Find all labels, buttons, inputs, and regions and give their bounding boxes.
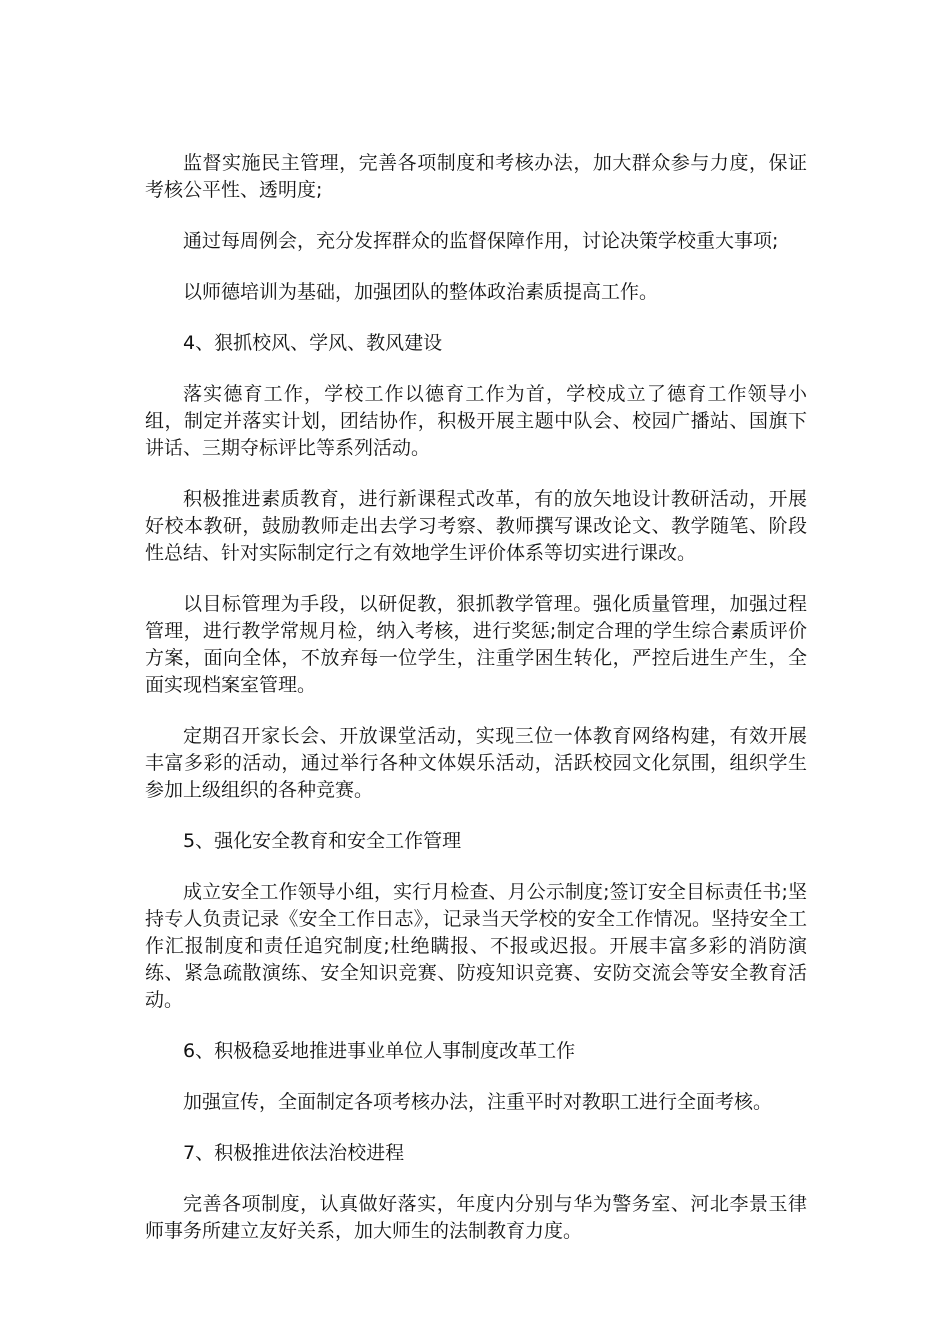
paragraph-parent-meetings: 定期召开家长会、开放课堂活动，实现三位一体教育网络构建，有效开展丰富多彩的活动，通过举行各种文体娱乐活动，活跃校园文化氛围，组织学生参加上级组织的各种竞赛。: [145, 725, 807, 801]
section-heading-7: 7、积极推进依法治校进程: [183, 1142, 405, 1164]
paragraph-target-management: 以目标管理为手段，以研促教，狠抓教学管理。强化质量管理，加强过程管理，进行教学常规月检，纳入考核，进行奖惩;制定合理的学生综合素质评价方案，面向全体，不放弃每一位学生，注重学困生转化，严控后进生产生，全面实现档案室管理。: [145, 593, 807, 696]
paragraph-rule-of-law: 完善各项制度，认真做好落实，年度内分别与华为警务室、河北李景玉律师事务所建立友好关系，加大师生的法制教育力度。: [145, 1193, 807, 1242]
section-heading-6: 6、积极稳妥地推进事业单位人事制度改革工作: [183, 1040, 576, 1062]
paragraph-weekly-meeting: 通过每周例会，充分发挥群众的监督保障作用，讨论决策学校重大事项;: [183, 230, 779, 252]
paragraph-democratic-management: 监督实施民主管理，完善各项制度和考核办法，加大群众参与力度，保证考核公平性、透明度;: [145, 152, 807, 201]
paragraph-ethics-training: 以师德培训为基础，加强团队的整体政治素质提高工作。: [183, 281, 659, 303]
paragraph-moral-education: 落实德育工作，学校工作以德育工作为首，学校成立了德育工作领导小组，制定并落实计划，团结协作，积极开展主题中队会、校园广播站、国旗下讲话、三期夺标评比等系列活动。: [145, 383, 807, 459]
paragraph-personnel-reform: 加强宣传，全面制定各项考核办法，注重平时对教职工进行全面考核。: [183, 1091, 773, 1113]
document-page: [145, 150, 807, 1269]
paragraph-quality-education: 积极推进素质教育，进行新课程式改革，有的放矢地设计教研活动，开展好校本教研，鼓励教师走出去学习考察、教师撰写课改论文、教学随笔、阶段性总结、针对实际制定行之有效地学生评价体系等切实进行课改。: [145, 488, 807, 564]
paragraph-safety-work: 成立安全工作领导小组，实行月检查、月公示制度;签订安全目标责任书;坚持专人负责记录《安全工作日志》，记录当天学校的安全工作情况。坚持安全工作汇报制度和责任追究制度;杜绝瞒报、不报或迟报。开展丰富多彩的消防演练、紧急疏散演练、安全知识竞赛、防疫知识竞赛、安防交流会等安全教育活动。: [145, 881, 807, 1011]
section-heading-5: 5、强化安全教育和安全工作管理: [183, 830, 462, 852]
section-heading-4: 4、狠抓校风、学风、教风建设: [183, 332, 443, 354]
